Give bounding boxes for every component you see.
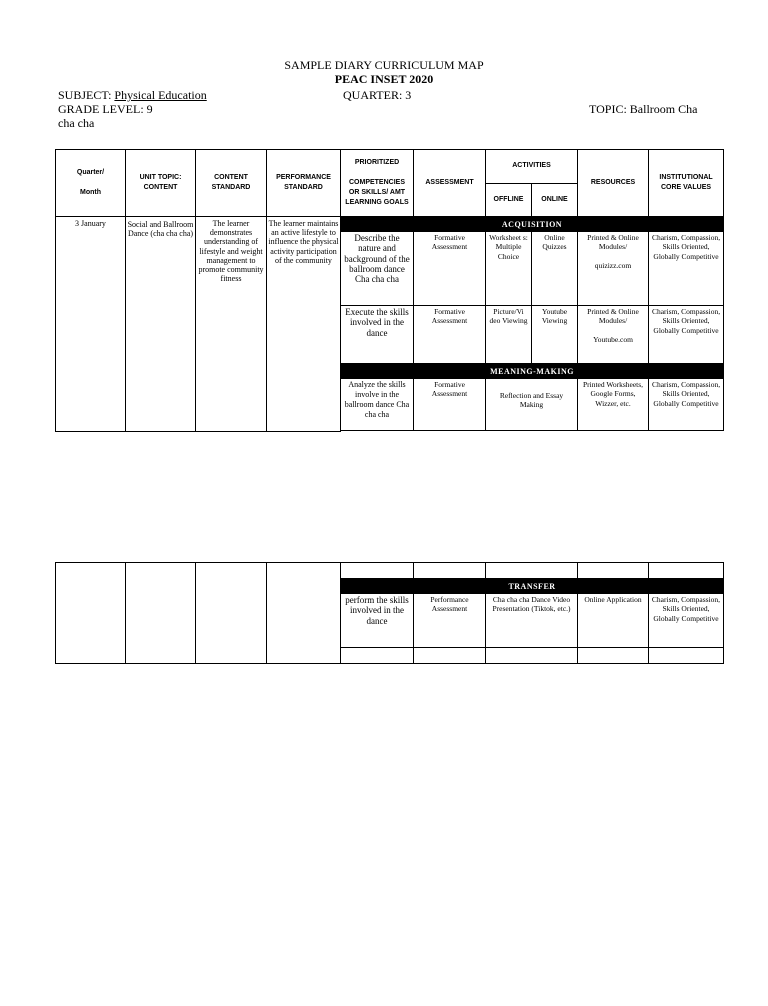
curriculum-map-table — [55, 149, 724, 432]
cell-online: Online Quizzes — [532, 232, 578, 306]
cell-resources: Printed & Online Modules/ Youtube.com — [578, 306, 649, 364]
cell-assessment: Performance Assessment — [414, 594, 486, 648]
cell-resources: Online Application — [578, 594, 649, 648]
cell-empty — [341, 563, 414, 579]
subject-label: SUBJECT: — [58, 88, 112, 102]
cell-empty — [486, 563, 578, 579]
col-performance-standard: PERFORMANCE STANDARD — [267, 150, 341, 217]
cell-core-values: Charism, Compassion, Skills Oriented, Globally Competitive — [649, 594, 724, 648]
cell-month: 3 January — [56, 217, 126, 432]
section-meaning-making: MEANING-MAKING — [341, 364, 724, 379]
subject-line — [58, 88, 207, 103]
cell-core-values: Charism, Compassion, Skills Oriented, Globally Competitive — [649, 232, 724, 306]
cell-empty — [578, 648, 649, 664]
cell-empty — [126, 563, 196, 664]
cell-empty — [267, 563, 341, 664]
header-row — [56, 150, 724, 184]
section-acquisition-row — [56, 217, 724, 232]
cell-empty — [341, 648, 414, 664]
quarter-label: QUARTER: 3 — [343, 88, 412, 102]
cell-assessment: Formative Assessment — [414, 379, 486, 431]
cell-resources: Printed & Online Modules/ quizizz.com — [578, 232, 649, 306]
section-acquisition: ACQUISITION — [341, 217, 724, 232]
cell-offline: Worksheet s: Multiple Choice — [486, 232, 532, 306]
topic-label: TOPIC: Ballroom Cha — [589, 102, 698, 116]
cell-assessment: Formative Assessment — [414, 232, 486, 306]
col-activities: ACTIVITIES — [486, 150, 578, 184]
document-subtitle: PEAC INSET 2020 — [334, 72, 434, 86]
col-assessment: ASSESSMENT — [414, 150, 486, 217]
curriculum-map-continuation-table — [55, 562, 724, 664]
grade-level-label: GRADE LEVEL: 9 — [58, 102, 153, 116]
table-row — [56, 563, 724, 579]
cell-empty — [414, 648, 486, 664]
cell-resources: Printed Worksheets, Google Forms, Wizzer, etc. — [578, 379, 649, 431]
cell-activity: Cha cha cha Dance Video Presentation (Tiktok, etc.) — [486, 594, 578, 648]
cell-empty — [414, 563, 486, 579]
cell-activity: Reflection and Essay Making — [486, 379, 578, 431]
cell-empty — [486, 648, 578, 664]
col-resources: RESOURCES — [578, 150, 649, 217]
cell-content-standard: The learner demonstrates understanding of lifestyle and weight management to promote community fitness — [196, 217, 267, 432]
cell-competency: Execute the skills involved in the dance — [341, 306, 414, 364]
col-online: ONLINE — [532, 184, 578, 217]
col-unit-topic: UNIT TOPIC: CONTENT — [126, 150, 196, 217]
col-core-values: INSTITUTIONAL CORE VALUES — [649, 150, 724, 217]
col-prioritized-competencies: PRIORITIZED COMPETENCIES OR SKILLS/ AMT LEARNING GOALS — [341, 150, 414, 217]
cell-offline: Picture/Vi deo Viewing — [486, 306, 532, 364]
cell-empty — [649, 648, 724, 664]
section-transfer: TRANSFER — [341, 579, 724, 594]
cell-performance-standard: The learner maintains an active lifestyle to influence the physical activity participation of the community — [267, 217, 341, 432]
cell-competency: Analyze the skills involve in the ballroom dance Cha cha cha — [341, 379, 414, 431]
cell-competency: Describe the nature and background of the ballroom dance Cha cha cha — [341, 232, 414, 306]
cell-empty — [649, 563, 724, 579]
cell-core-values: Charism, Compassion, Skills Oriented, Globally Competitive — [649, 306, 724, 364]
cell-empty — [196, 563, 267, 664]
cell-core-values: Charism, Compassion, Skills Oriented, Globally Competitive — [649, 379, 724, 431]
topic-continuation: cha cha — [58, 116, 95, 130]
subject-value: Physical Education — [114, 88, 207, 102]
cell-competency: perform the skills involved in the dance — [341, 594, 414, 648]
cell-assessment: Formative Assessment — [414, 306, 486, 364]
col-quarter-month: Quarter/ Month — [56, 150, 126, 217]
document-title: SAMPLE DIARY CURRICULUM MAP — [284, 58, 484, 72]
cell-empty — [56, 563, 126, 664]
col-content-standard: CONTENT STANDARD — [196, 150, 267, 217]
cell-unit-topic: Social and Ballroom Dance (cha cha cha) — [126, 217, 196, 432]
cell-online: Youtube Viewing — [532, 306, 578, 364]
col-offline: OFFLINE — [486, 184, 532, 217]
cell-empty — [578, 563, 649, 579]
